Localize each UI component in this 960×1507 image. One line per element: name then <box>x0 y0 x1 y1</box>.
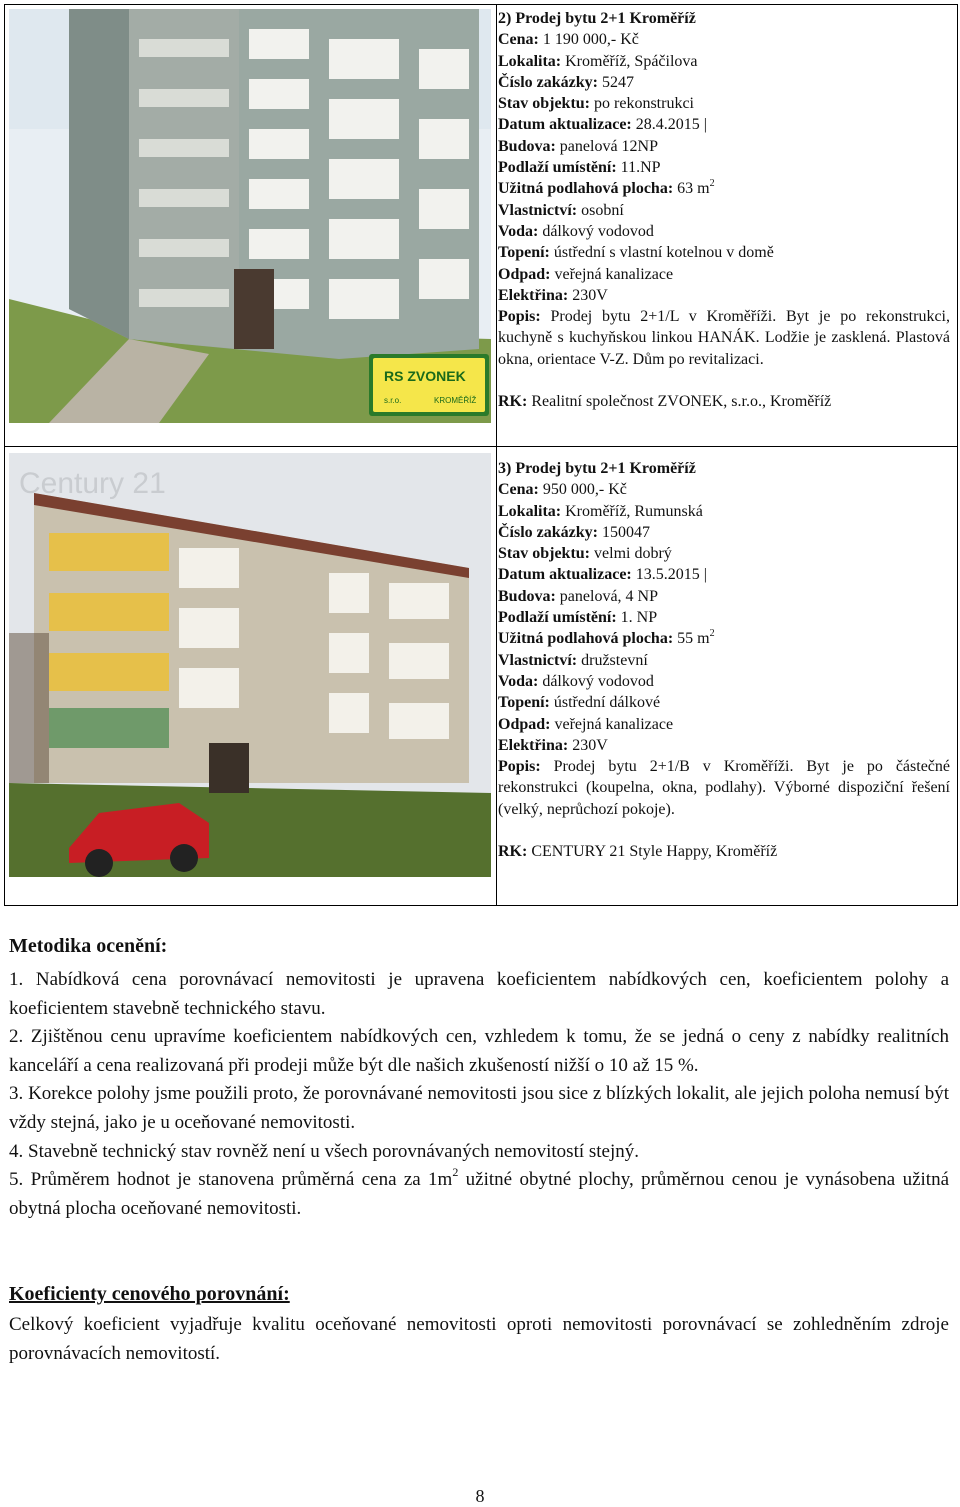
item-text: Nabídková cena porovnávací nemovitosti je upravena koeficientem nabídkových cen, koeficientem polohy a koeficientem stavebně technického stavu. <box>9 969 950 1019</box>
listing-heading: 2) Prodej bytu 2+1 Kroměříž <box>498 10 696 27</box>
heating-label: Topení: <box>498 244 550 262</box>
listing-3-details: 3) Prodej bytu 2+1 Kroměříž Cena: 950 000,- Kč Lokalita: Kroměříž, Rumunská Číslo zakázky: 150047 Stav objektu: velmi dobrý Datum aktualizace: 13.5.2015 | Budova: panelová, 4 NP Podlaží umístění: 1. NP Užitná podlahová plocha: 55 $m^2$ Vlastnictví: družstevní Voda: dálkový vodovod Topení: ústřední dálkové Odpad: veřejná kanalizace Elektřina: 230V Popis: Prodej bytu 2+1/B v Kroměříži. Byt je po částečné rekonstrukci (koupelna, okna, podlahy). Výborné dispoziční řešení (velký, neprůchozí pokoje). RK: CENTURY 21 Style Happy, Kroměříž <box>498 460 951 861</box>
water-value: dálkový vodovod <box>542 222 654 240</box>
area-superscript: 2 <box>709 628 715 640</box>
metodika-item <box>9 966 949 1023</box>
listing-3-photo <box>9 453 491 877</box>
updated-value: 28.4.2015 <box>635 116 700 134</box>
photo-watermark: Century 21 <box>19 467 166 500</box>
price-value: 950 000,- Kč <box>542 481 627 499</box>
description-value: Prodej bytu 2+1/B v Kroměříži. Byt je po částečné rekonstrukci (koupelna, okna, podlahy). Výborné dispoziční řešení (velký, neprůchozí pokoje). <box>498 758 951 818</box>
waste-label: Odpad: <box>498 265 551 283</box>
floor-label: Podlaží umístění: <box>498 159 617 177</box>
listing-2-details: 2) Prodej bytu 2+1 Kroměříž Cena: 1 190 000,- Kč Lokalita: Kroměříž, Spáčilova Číslo zakázky: 5247 Stav objektu: po rekonstrukci Datum aktualizace: 28.4.2015 | Budova: panelová 12NP Podlaží umístění: 11.NP Užitná podlahová plocha: 63 $m^2$ Vlastnictví: osobní Voda: dálkový vodovod Topení: ústřední s vlastní kotelnou v domě Odpad: veřejná kanalizace Elektřina: 230V Popis: Prodej bytu 2+1/L v Kroměříži. Byt je po rekonstrukci, kuchyně s kuchyňskou linkou HANÁK. Lodžie je zasklená. Plastová okna, orientace V-Z. Dům po revitalizaci. RK: Realitní společnost ZVONEK, s.r.o., Kroměříž <box>498 10 951 411</box>
metodika-item <box>9 1080 949 1137</box>
condition-value: po rekonstrukci <box>594 95 694 113</box>
area-label: Užitná podlahová plocha: <box>498 180 674 198</box>
building-label: Budova: <box>498 587 556 605</box>
floor-value: 11.NP <box>620 159 661 177</box>
updated-label: Datum aktualizace: <box>498 566 632 584</box>
condition-label: Stav objektu: <box>498 545 591 563</box>
condition-label: Stav objektu: <box>498 95 591 113</box>
price-value: 1 190 000,- Kč <box>542 31 639 49</box>
photo-logo-text: RS ZVONEK <box>384 368 466 384</box>
heating-value: ústřední s vlastní kotelnou v domě <box>553 244 774 262</box>
location-value: Kroměříž, Rumunská <box>565 502 703 520</box>
building-label: Budova: <box>498 137 556 155</box>
ownership-label: Vlastnictví: <box>498 651 578 669</box>
ownership-value: osobní <box>581 201 624 219</box>
table-row-divider <box>5 446 957 447</box>
electric-label: Elektřina: <box>498 286 569 304</box>
electric-value: 230V <box>572 736 608 754</box>
electric-value: 230V <box>572 286 608 304</box>
item-text: Zjištěnou cenu upravíme koeficientem nabídkových cen, vzhledem k tomu, že se jedná o ceny z nabídky realitních kanceláří a cena realizovaná při prodeji může být dle našich zkušeností nižší o 10 až 15 %. <box>9 1026 949 1076</box>
order-value: 150047 <box>602 523 650 541</box>
koeficienty-text-block <box>9 1311 949 1368</box>
order-label: Číslo zakázky: <box>498 73 598 91</box>
metodika-item <box>9 1023 949 1080</box>
electric-label: Elektřina: <box>498 736 569 754</box>
agency-value: Realitní společnost ZVONEK, s.r.o., Kroměříž <box>531 393 832 411</box>
water-value: dálkový vodovod <box>542 672 654 690</box>
description-label: Popis: <box>498 758 541 776</box>
photo-logo-sub: s.r.o. <box>384 396 402 405</box>
building-value: panelová 12NP <box>559 137 658 155</box>
metodika-list <box>9 966 949 1223</box>
location-label: Lokalita: <box>498 502 562 520</box>
koeficienty-heading: Koeficienty cenového porovnání: <box>9 1283 290 1305</box>
metodika-item <box>9 1138 949 1167</box>
waste-value: veřejná kanalizace <box>554 715 674 733</box>
price-label: Cena: <box>498 31 539 49</box>
heating-label: Topení: <box>498 694 550 712</box>
order-value: 5247 <box>602 73 634 91</box>
location-value: Kroměříž, Spáčilova <box>565 52 698 70</box>
waste-value: veřejná kanalizace <box>554 265 674 283</box>
item-text: Průměrem hodnot je stanovena průměrná cena za 1m <box>30 1169 453 1191</box>
order-label: Číslo zakázky: <box>498 523 598 541</box>
water-label: Voda: <box>498 672 539 690</box>
water-label: Voda: <box>498 222 539 240</box>
page-number: 8 <box>475 1486 485 1506</box>
floor-label: Podlaží umístění: <box>498 609 617 627</box>
waste-label: Odpad: <box>498 715 551 733</box>
updated-label: Datum aktualizace: <box>498 116 632 134</box>
description-label: Popis: <box>498 308 541 326</box>
area-value: 55 m <box>677 630 710 648</box>
location-label: Lokalita: <box>498 52 562 70</box>
condition-value: velmi dobrý <box>594 545 672 563</box>
item-text-continued: užitné obytné plochy, průměrnou cenou je vynásobena užitná obytná plocha oceňované nemovitosti. <box>9 1169 949 1219</box>
agency-value: CENTURY 21 Style Happy, Kroměříž <box>531 843 778 861</box>
ownership-label: Vlastnictví: <box>498 201 578 219</box>
updated-value: 13.5.2015 <box>635 566 700 584</box>
agency-label: RK: <box>498 843 528 861</box>
koeficienty-text: Celkový koeficient vyjadřuje kvalitu oceňované nemovitosti oproti nemovitosti porovnávací se zohledněním zdroje porovnávacích nemovitostí. <box>9 1314 949 1364</box>
agency-label: RK: <box>498 393 528 411</box>
item-number: 5. <box>9 1169 24 1191</box>
description-value: Prodej bytu 2+1/L v Kroměříži. Byt je po rekonstrukci, kuchyně s kuchyňskou linkou HANÁK. Lodžie je zasklená. Plastová okna, orientace V-Z. Dům po revitalizaci. <box>498 308 951 368</box>
table-column-divider <box>496 5 497 905</box>
area-value: 63 m <box>677 180 710 198</box>
building-value: panelová, 4 NP <box>559 587 658 605</box>
item-superscript: 2 <box>452 1165 459 1180</box>
metodika-heading: Metodika ocenění: <box>9 935 168 957</box>
ownership-value: družstevní <box>581 651 648 669</box>
item-number: 4. <box>9 1140 24 1162</box>
area-label: Užitná podlahová plocha: <box>498 630 674 648</box>
area-superscript: 2 <box>709 178 715 190</box>
item-text: Korekce polohy jsme použili proto, že porovnávané nemovitosti jsou sice z blízkých lokalit, ale jejich poloha nemusí být vždy stejná, jako je u oceňované nemovitosti. <box>9 1083 949 1133</box>
floor-value: 1. NP <box>620 609 658 627</box>
price-label: Cena: <box>498 481 539 499</box>
metodika-item <box>9 1166 949 1223</box>
listing-heading: 3) Prodej bytu 2+1 Kroměříž <box>498 460 696 477</box>
photo-logo-city: KROMĚŘÍŽ <box>434 396 477 405</box>
heating-value: ústřední dálkové <box>553 694 661 712</box>
item-text: Stavebně technický stav rovněž není u všech porovnávaných nemovitostí stejný. <box>28 1140 640 1162</box>
item-number: 2. <box>9 1026 24 1048</box>
listing-2-photo <box>9 9 491 423</box>
item-number: 3. <box>9 1083 24 1105</box>
item-number: 1. <box>9 969 24 990</box>
